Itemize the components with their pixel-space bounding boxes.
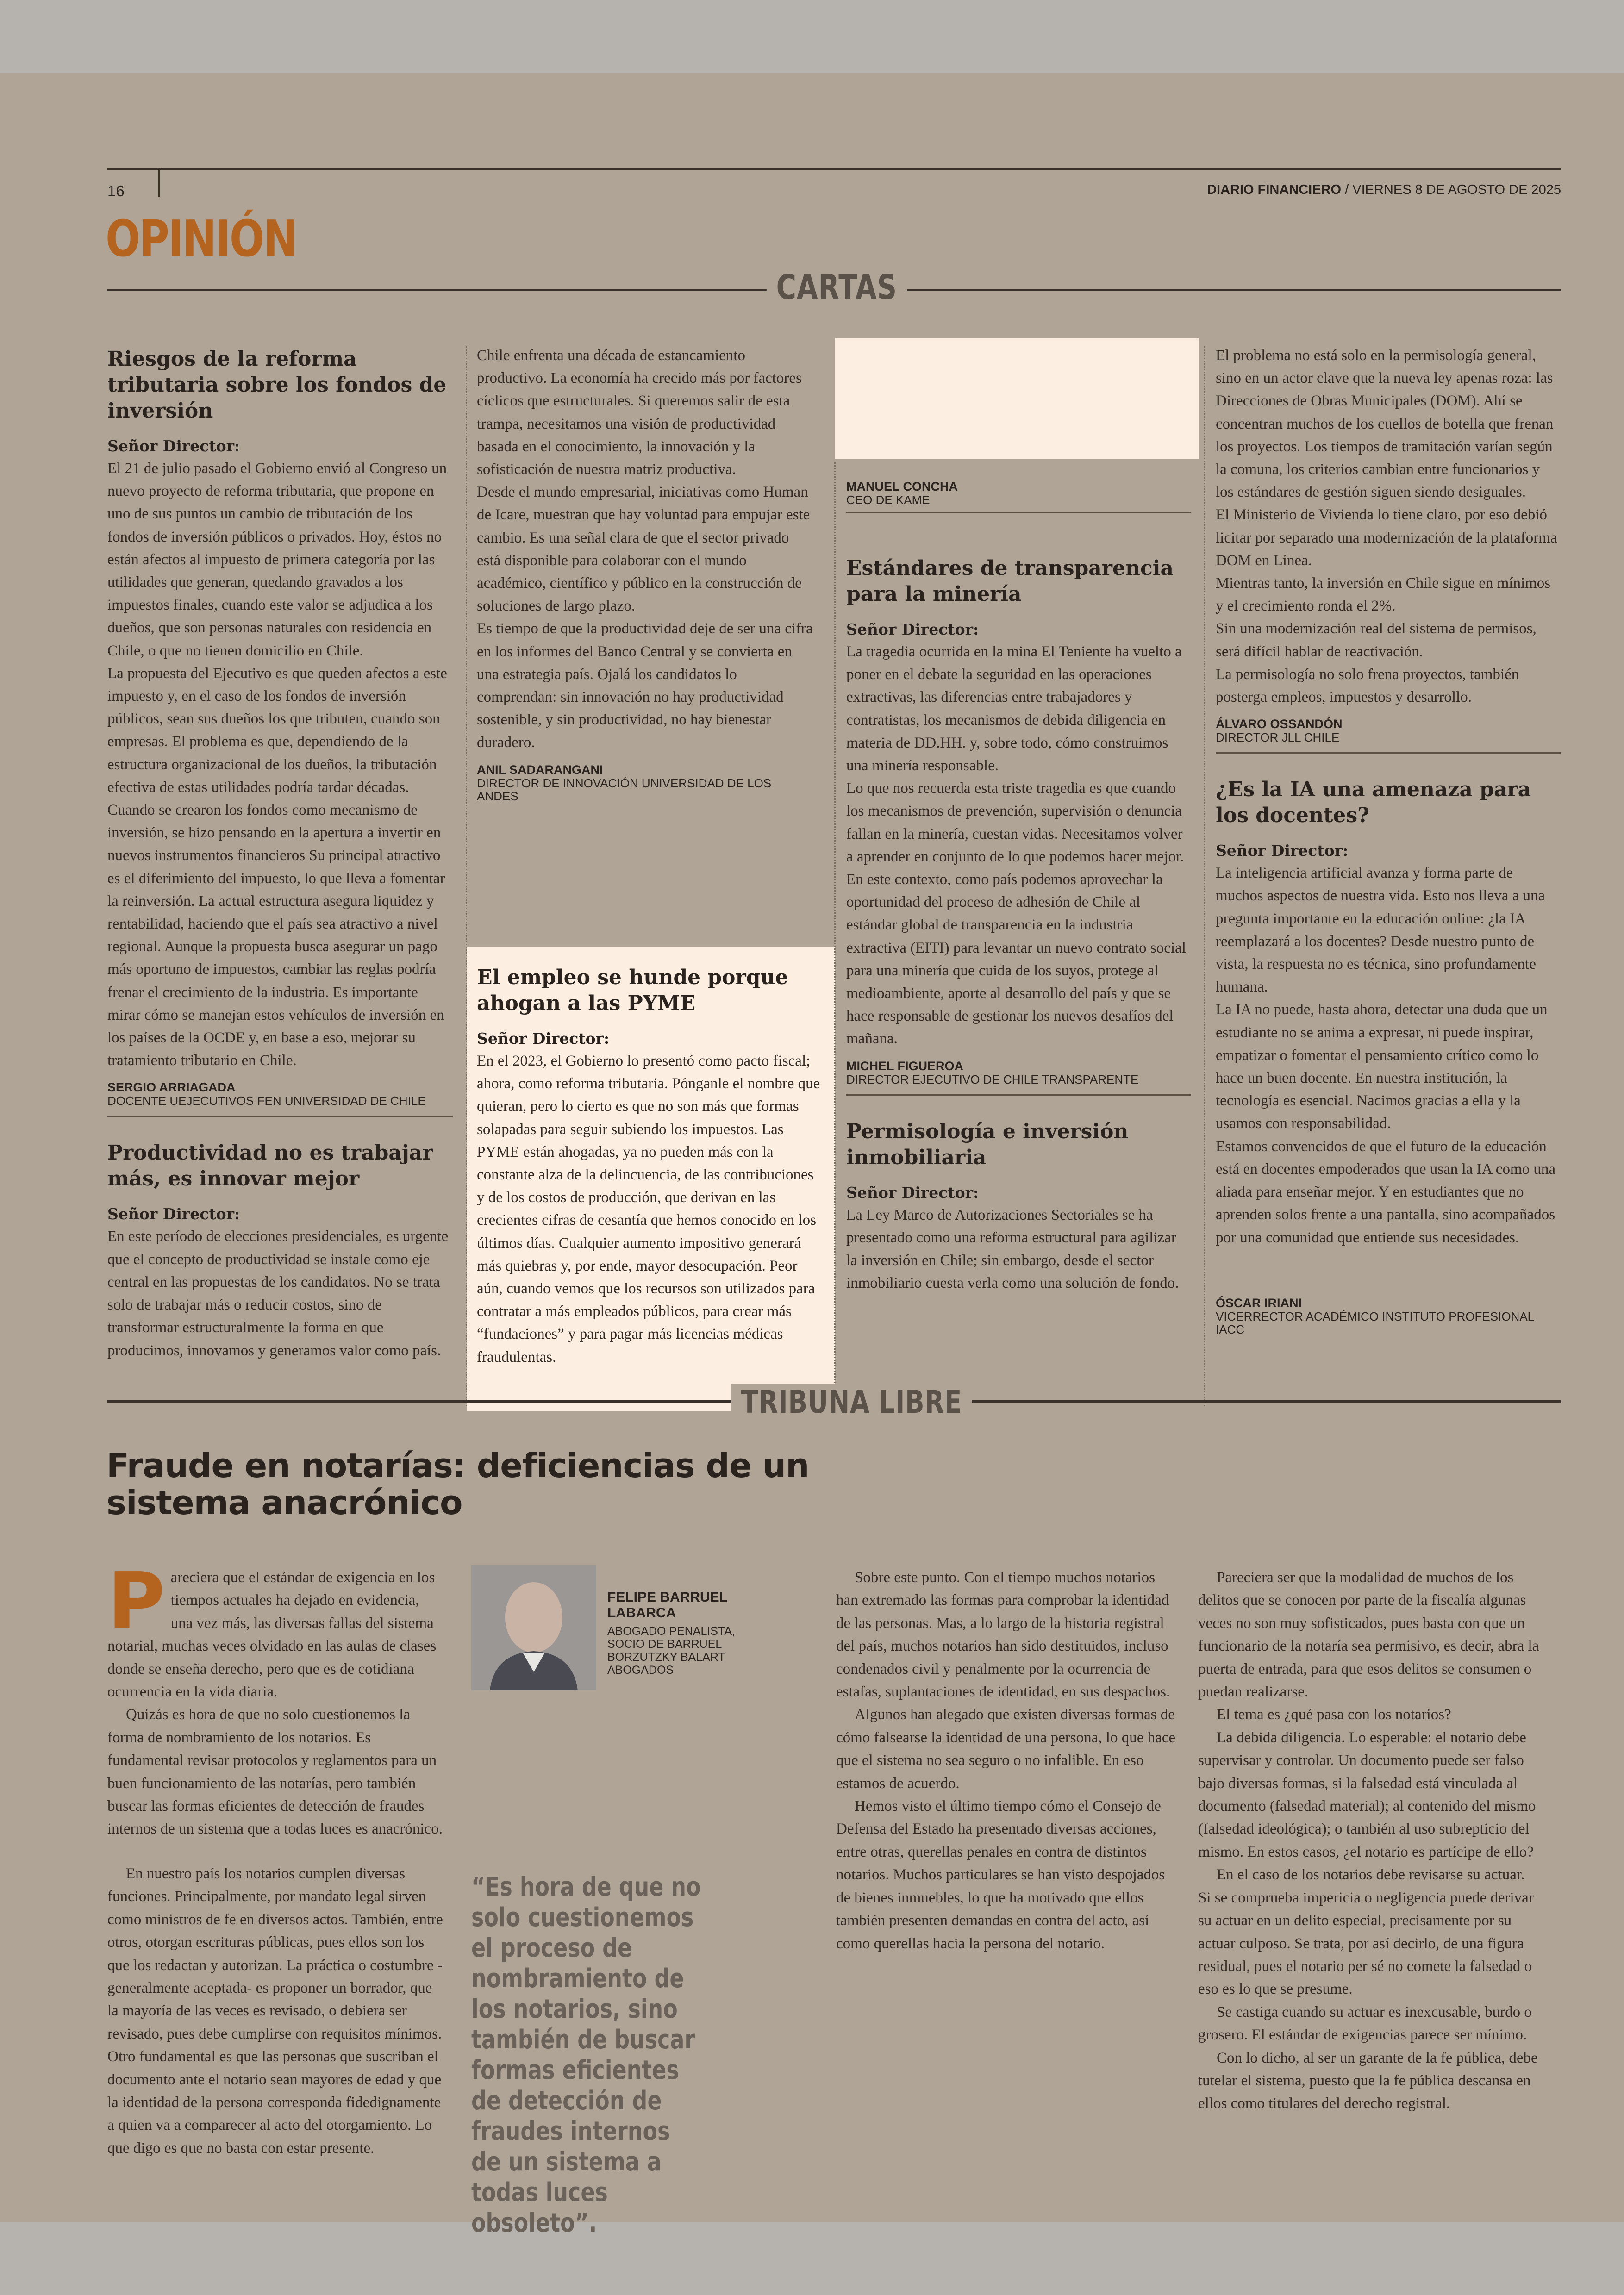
- letter-divider: [846, 512, 1191, 513]
- letter-paragraph: La inteligencia artificial avanza y forma parte de muchos aspectos de nuestra vida. Esto nos lleva a una pregunta importante en la educación online: ¿la IA reemplazará a los docentes? Desde nuestro punto de vista, la respuesta no es técnica, sino profundamente humana.: [1216, 865, 1545, 996]
- article-paragraph: La debida diligencia. Lo esperable: el notario debe supervisar y controlar. Un documento puede ser falso bajo diversas formas, si la falsedad está vinculada al documento (falsedad material); al contenido del mismo (falsedad ideológica); o también al uso subrepticio del mismo. En estos casos, ¿el notario es partícipe de ello?: [1198, 1729, 1536, 1860]
- letter-title: Productividad no es trabajar más, es innovar mejor: [107, 1141, 433, 1191]
- masthead: [1207, 182, 1561, 198]
- letter-author-role: CEO DE KAME: [846, 493, 930, 507]
- section-title: OPINIÓN: [106, 210, 297, 268]
- article-paragraph: Hemos visto el último tiempo cómo el Consejo de Defensa del Estado ha presentado diversas acciones, entre otras, querellas penales en contra de distintos notarios. Muchos particulares se han visto despojados de bienes inmuebles, lo que ha motivado que ellos también presenten demandas en contra del acto, así como querellas hacia la persona del notario.: [836, 1798, 1165, 1952]
- letter-paragraph: Lo que nos recuerda esta triste tragedia es que cuando los mecanismos de prevención, supervisión o denuncia fallan en la minería, cuestan vidas. Necesitamos volver a aprender en conjunto de lo que podemos hacer mejor.: [846, 780, 1184, 865]
- cartas-column-1: [107, 346, 453, 1362]
- highlight-box-concha: [835, 338, 1199, 459]
- article-paragraph: Quizás es hora de que no solo cuestionemos la forma de nombramiento de los notarios. Es fundamental revisar protocolos y reglamentos para un buen funcionamiento de las notarías, pero también buscar las formas eficientes de detección de fraudes internos de un sistema que a todas luces es anacrónico.: [107, 1706, 443, 1838]
- tribuna-column-4: [1198, 1566, 1541, 2115]
- header-top-rule: [107, 168, 1561, 170]
- letter-paragraph: La tragedia ocurrida en la mina El Teniente ha vuelto a poner en el debate la seguridad en las operaciones extractivas, las diferencias entre trabajadores y contratistas, los mecanismos de debida diligencia en materia de DD.HH. y, sobre todo, cómo construimos una minería responsable.: [846, 643, 1182, 774]
- letter-6-signature: [1216, 1296, 1561, 1336]
- letter-paragraph: La IA no puede, hasta ahora, detectar una duda que un estudiante no se anima a expresar, ni puede inspirar, empatizar o fomentar el pensamiento crítico como lo hace un buen docente. En nuestra institución, la tecnología es esencial. Nacimos gracias a ella y la usamos con responsabilidad.: [1216, 1001, 1548, 1132]
- cartas-column-3: [846, 555, 1191, 1295]
- newspaper-page: [0, 73, 1624, 2238]
- letter-author: MICHEL FIGUEROA: [846, 1059, 964, 1073]
- letter-paragraph: Desde el mundo empresarial, iniciativas como Human de Icare, muestran que hay voluntad para empujar este cambio. Es una señal clara de que el sector privado está disponible para colaborar con el mundo académico, científico y público en la construcción de soluciones de largo plazo.: [477, 484, 810, 615]
- letter-1: [107, 346, 453, 1117]
- cartas-label: CARTAS: [767, 268, 907, 307]
- article-paragraph: Sobre este punto. Con el tiempo muchos notarios han extremado las formas para comprobar la identidad de las personas. Mas, a lo largo de la historia registral del país, muchos notarios han sido destituidos, incluso condenados civil y penalmente por la ocurrencia de estafas, suplantaciones de identidad, en sus despachos.: [836, 1569, 1170, 1701]
- cartas-column-4: [1216, 344, 1561, 1249]
- letter-paragraph: Mientras tanto, la inversión en Chile sigue en mínimos y el crecimiento ronda el 2%.: [1216, 575, 1551, 615]
- letter-salutation: Señor Director:: [846, 1183, 979, 1202]
- article-paragraph: En el caso de los notarios debe revisarse su actuar. Si se comprueba impericia o negligencia puede derivar su actuar en un delito especial, precisamente por su actuar culposo. Se trata, por así decirlo, de una figura residual, pues el notario per sé no comete la falsedad o eso es lo que se presume.: [1198, 1866, 1534, 1998]
- letter-title: ¿Es la IA una amenaza para los docentes?: [1216, 778, 1531, 828]
- pull-quote: “Es hora de que no solo cuestionemos el proceso de nombramiento de los notarios, sino también de buscar formas eficientes de detección de fraudes internos de un sistema a todas luces obsoleto”.: [471, 1872, 701, 2238]
- letter-author-role: DOCENTE UEJECUTIVOS FEN UNIVERSIDAD DE CHILE: [107, 1094, 426, 1108]
- tribuna-headline: Fraude en notarías: deficiencias de un sistema anacrónico: [106, 1446, 809, 1522]
- letter-signature: [846, 1059, 1191, 1086]
- article-paragraph: Con lo dicho, al ser un garante de la fe pública, debe tutelar el sistema, puesto que la fe pública descansa en ellos como titulares del derecho registral.: [1198, 2049, 1538, 2112]
- letter-paragraph: Es tiempo de que la productividad deje de ser una cifra en los informes del Banco Central y se convierta en una estrategia país. Ojalá los candidatos lo comprendan: sin innovación no hay productividad sostenible, y sin productividad, no hay bienestar duradero.: [477, 620, 813, 751]
- column-divider: [1204, 346, 1205, 1406]
- letter-divider: [1216, 752, 1561, 754]
- letter-paragraph: El Ministerio de Vivienda lo tiene claro, por eso debió licitar por separado una modernización de la plataforma DOM en Línea.: [1216, 506, 1557, 569]
- letter-salutation: Señor Director:: [107, 437, 240, 455]
- author-info: [607, 1590, 756, 1677]
- letter-author: ÁLVARO OSSANDÓN: [1216, 717, 1343, 731]
- author-role: ABOGADO PENALISTA, SOCIO DE BARRUEL BORZUTZKY BALART ABOGADOS: [607, 1625, 736, 1677]
- letter-signature: [1216, 1296, 1561, 1336]
- letter-paragraph: El problema no está solo en la permisología general, sino en un actor clave que la nueva ley apenas roza: las Direcciones de Obras Municipales (DOM). Ahí se concentran muchos de los cuellos de botella que frenan los proyectos. Los tiempos de tramitación varían según la comuna, los criterios cambian entre funcionarios y los estándares de gestión siguen siendo desiguales.: [1216, 347, 1554, 501]
- letter-salutation: Señor Director:: [477, 1029, 610, 1048]
- article-paragraph: Pareciera ser que la modalidad de muchos de los delitos que se conocen por parte de la fiscalía algunas veces no son muy sofisticados, pues basta con que un funcionario de la notaría sea permisivo, es decir, abra la puerta de entrada, para que esos delitos se consumen o puedan realizarse.: [1198, 1569, 1539, 1701]
- masthead-brand: DIARIO FINANCIERO: [1207, 182, 1342, 197]
- article-paragraph: Se castiga cuando su actuar es inexcusable, burdo o grosero. El estándar de exigencias parece ser mínimo.: [1198, 2003, 1532, 2044]
- letter-author: MANUEL CONCHA: [846, 480, 958, 493]
- letter-salutation: Señor Director:: [1216, 842, 1349, 860]
- letter-author-role: VICERRECTOR ACADÉMICO INSTITUTO PROFESIONAL IACC: [1216, 1310, 1534, 1336]
- tribuna-column-3: [836, 1566, 1178, 1955]
- tribuna-column-1-cont: [107, 1863, 444, 2182]
- tribuna-column-1: [107, 1556, 444, 1841]
- letter-salutation: Señor Director:: [107, 1205, 240, 1223]
- letter-paragraph: Cuando se crearon los fondos como mecanismo de inversión, se hizo pensando en la apertura a invertir en nuevos instrumentos financieros Su principal atractivo es el diferimiento del impuesto, lo que lleva a fomentar la reinversión. La actual estructura asegura liquidez y rentabilidad, haciendo que el país sea atractivo a nivel regional. Aunque la propuesta busca asegurar un pago más oportuno de impuestos, cambiar las reglas podría frenar el crecimiento de la industria. Es importante mirar cómo se manejan estos vehículos de inversión en los países de la OCDE y, en base a eso, mejorar su tratamiento tributario en Chile.: [107, 802, 445, 1069]
- letter-author: ANIL SADARANGANI: [477, 762, 603, 777]
- letter-title: El empleo se hunde porque ahogan a las PYME: [477, 966, 788, 1015]
- letter-signature: [477, 763, 815, 803]
- masthead-date: / VIERNES 8 DE AGOSTO DE 2025: [1341, 182, 1561, 197]
- letter-paragraph: La permisología no solo frena proyectos, también posterga empleos, impuestos y desarrollo.: [1216, 666, 1519, 706]
- letter-signature: [107, 1080, 453, 1107]
- letter-author: SERGIO ARRIAGADA: [107, 1080, 236, 1095]
- letter-author: ÓSCAR IRIANI: [1216, 1296, 1302, 1310]
- letter-paragraph: En este contexto, como país podemos aprovechar la oportunidad del proceso de adhesión de Chile al estándar global de transparencia en la industria extractiva (EITI) para levantar un nuevo contrato social para una minería que cuida de los suyos, protege al medioambiente, aporte al desarrollo del país y que se hace responsable de gestionar los nuevos desafíos del mañana.: [846, 871, 1186, 1048]
- letter-author-role: DIRECTOR JLL CHILE: [1216, 730, 1340, 745]
- letter-paragraph: Estamos convencidos de que el futuro de la educación está en docentes empoderados que usan la IA como una aliada para enseñar mejor. Y en estudiantes que no aprenden solos frente a una pantalla, sino acompañados por una comunidad que entiende sus necesidades.: [1216, 1138, 1556, 1246]
- letter-paragraph: Chile enfrenta una década de estancamiento productivo. La economía ha crecido más por factores cíclicos que estructurales. Si queremos salir de esta trampa, necesitamos una visión de productividad basada en el conocimiento, la innovación y la sofisticación de nuestra matriz productiva.: [477, 347, 802, 478]
- letter-title: Permisología e inversión inmobiliaria: [846, 1119, 1129, 1169]
- article-paragraph: En nuestro país los notarios cumplen diversas funciones. Principalmente, por mandato legal sirven como ministros de fe en diversos actos. También, entre otros, otorgan escrituras públicas, pues ellos son los que los redactan y autorizan. La práctica o costumbre -generalmente aceptada- es proponer un borrador, que la mayoría de las veces es revisado, o debiera ser revisado, pues debe cumplirse con requisitos mínimos. Otro fundamental es que las personas que suscriban el documento ante el notario sean mayores de edad y que la identidad de la persona corresponda fidedignamente a quien va a comparecer al acto del otorgamiento. Lo que digo es que no basta con estar presente.: [107, 1865, 443, 2157]
- letter-title: Riesgos de la reforma tributaria sobre los fondos de inversión: [107, 347, 447, 423]
- letter-title: Estándares de transparencia para la minería: [846, 556, 1174, 606]
- letter-author-role: DIRECTOR DE INNOVACIÓN UNIVERSIDAD DE LOS ANDES: [477, 776, 772, 803]
- author-photo: [471, 1565, 596, 1690]
- column-divider: [466, 346, 467, 1406]
- column-divider: [834, 462, 836, 1406]
- letter-3: [477, 965, 825, 1369]
- article-paragraph: El tema es ¿qué pasa con los notarios?: [1217, 1706, 1451, 1723]
- letter-paragraph: La Ley Marco de Autorizaciones Sectoriales se ha presentado como una reforma estructural para agilizar la inversión en Chile; sin embargo, desde el sector inmobiliario cuesta verla como una solución de fondo.: [846, 1206, 1179, 1292]
- article-paragraph: areciera que el estándar de exigencia en los tiempos actuales ha dejado en evidencia, una vez más, las diversas fallas del sistema notarial, muchas veces olvidado en las aulas de clases donde se enseña derecho, pero que es de cotidiana ocurrencia en la vida diaria.: [107, 1569, 437, 1701]
- letter-paragraph: La propuesta del Ejecutivo es que queden afectos a este impuesto y, en el caso de los fondos de inversión públicos, sean sus dueños los que tributen, cuando son empresas. El problema es que, dependiendo de la estructura organizacional de los dueños, la tributación efectiva de estas utilidades podría tardar décadas.: [107, 665, 447, 796]
- page-number: 16: [107, 182, 125, 200]
- header-page-divider: [158, 168, 160, 197]
- drop-cap: P: [107, 1556, 165, 1647]
- author-portrait-icon: [471, 1565, 596, 1690]
- letter-author-role: DIRECTOR EJECUTIVO DE CHILE TRANSPARENTE: [846, 1072, 1139, 1086]
- letter-signature: [846, 480, 1191, 506]
- article-paragraph: Algunos han alegado que existen diversas formas de cómo falsearse la identidad de una persona, lo que hace que el sistema no sea seguro o no infalible. En eso estamos de acuerdo.: [836, 1706, 1176, 1792]
- letter-paragraph: En este período de elecciones presidenciales, es urgente que el concepto de productividad se instale como eje central en las propuestas de los candidatos. No se trata solo de trabajar más o reducir costos, sino de transformar estructuralmente la forma en que producimos, innovamos y generamos valor como país.: [107, 1228, 449, 1359]
- tribuna-label: TRIBUNA LIBRE: [731, 1384, 972, 1421]
- author-name: FELIPE BARRUEL LABARCA: [607, 1590, 728, 1621]
- letter-3-signature: [846, 480, 1191, 536]
- letter-paragraph: En el 2023, el Gobierno lo presentó como pacto fiscal; ahora, como reforma tributaria. Pónganle el nombre que quieran, pero lo cierto es que no son más que formas solapadas para seguir subiendo los impuestos. Las PYME están ahogadas, ya no pueden más con la constante alza de la delincuencia, de las contribuciones y de los costos de producción, que derivan en las crecientes cifras de cesantía que hemos conocido en los últimos días. Cualquier aumento impositivo generará más quiebras y, por ende, mayor desocupación. Peor aún, cuando vemos que los recursos son utilizados para contratar a más empleados públicos, para crear más “fundaciones” y para pagar más licencias médicas fraudulentas.: [477, 1053, 820, 1366]
- letter-salutation: Señor Director:: [846, 620, 979, 638]
- cartas-column-2: [477, 344, 815, 803]
- letter-paragraph: El 21 de julio pasado el Gobierno envió al Congreso un nuevo proyecto de reforma tributaria, que propone en uno de sus puntos un cambio de tributación de los fondos de inversión públicos o privados. Hoy, éstos no están afectos al impuesto de primera categoría por las utilidades que generan, quedando gravados a los impuestos finales, cuando este valor se adjudica a los dueños, que son personas naturales con residencia en Chile, o que no tienen domicilio en Chile.: [107, 460, 447, 659]
- letter-divider: [846, 1094, 1191, 1096]
- letter-signature: [1216, 717, 1561, 744]
- letter-divider: [107, 1116, 453, 1117]
- letter-2-start: [107, 1140, 453, 1362]
- letter-paragraph: Sin una modernización real del sistema de permisos, será difícil hablar de reactivación.: [1216, 620, 1537, 660]
